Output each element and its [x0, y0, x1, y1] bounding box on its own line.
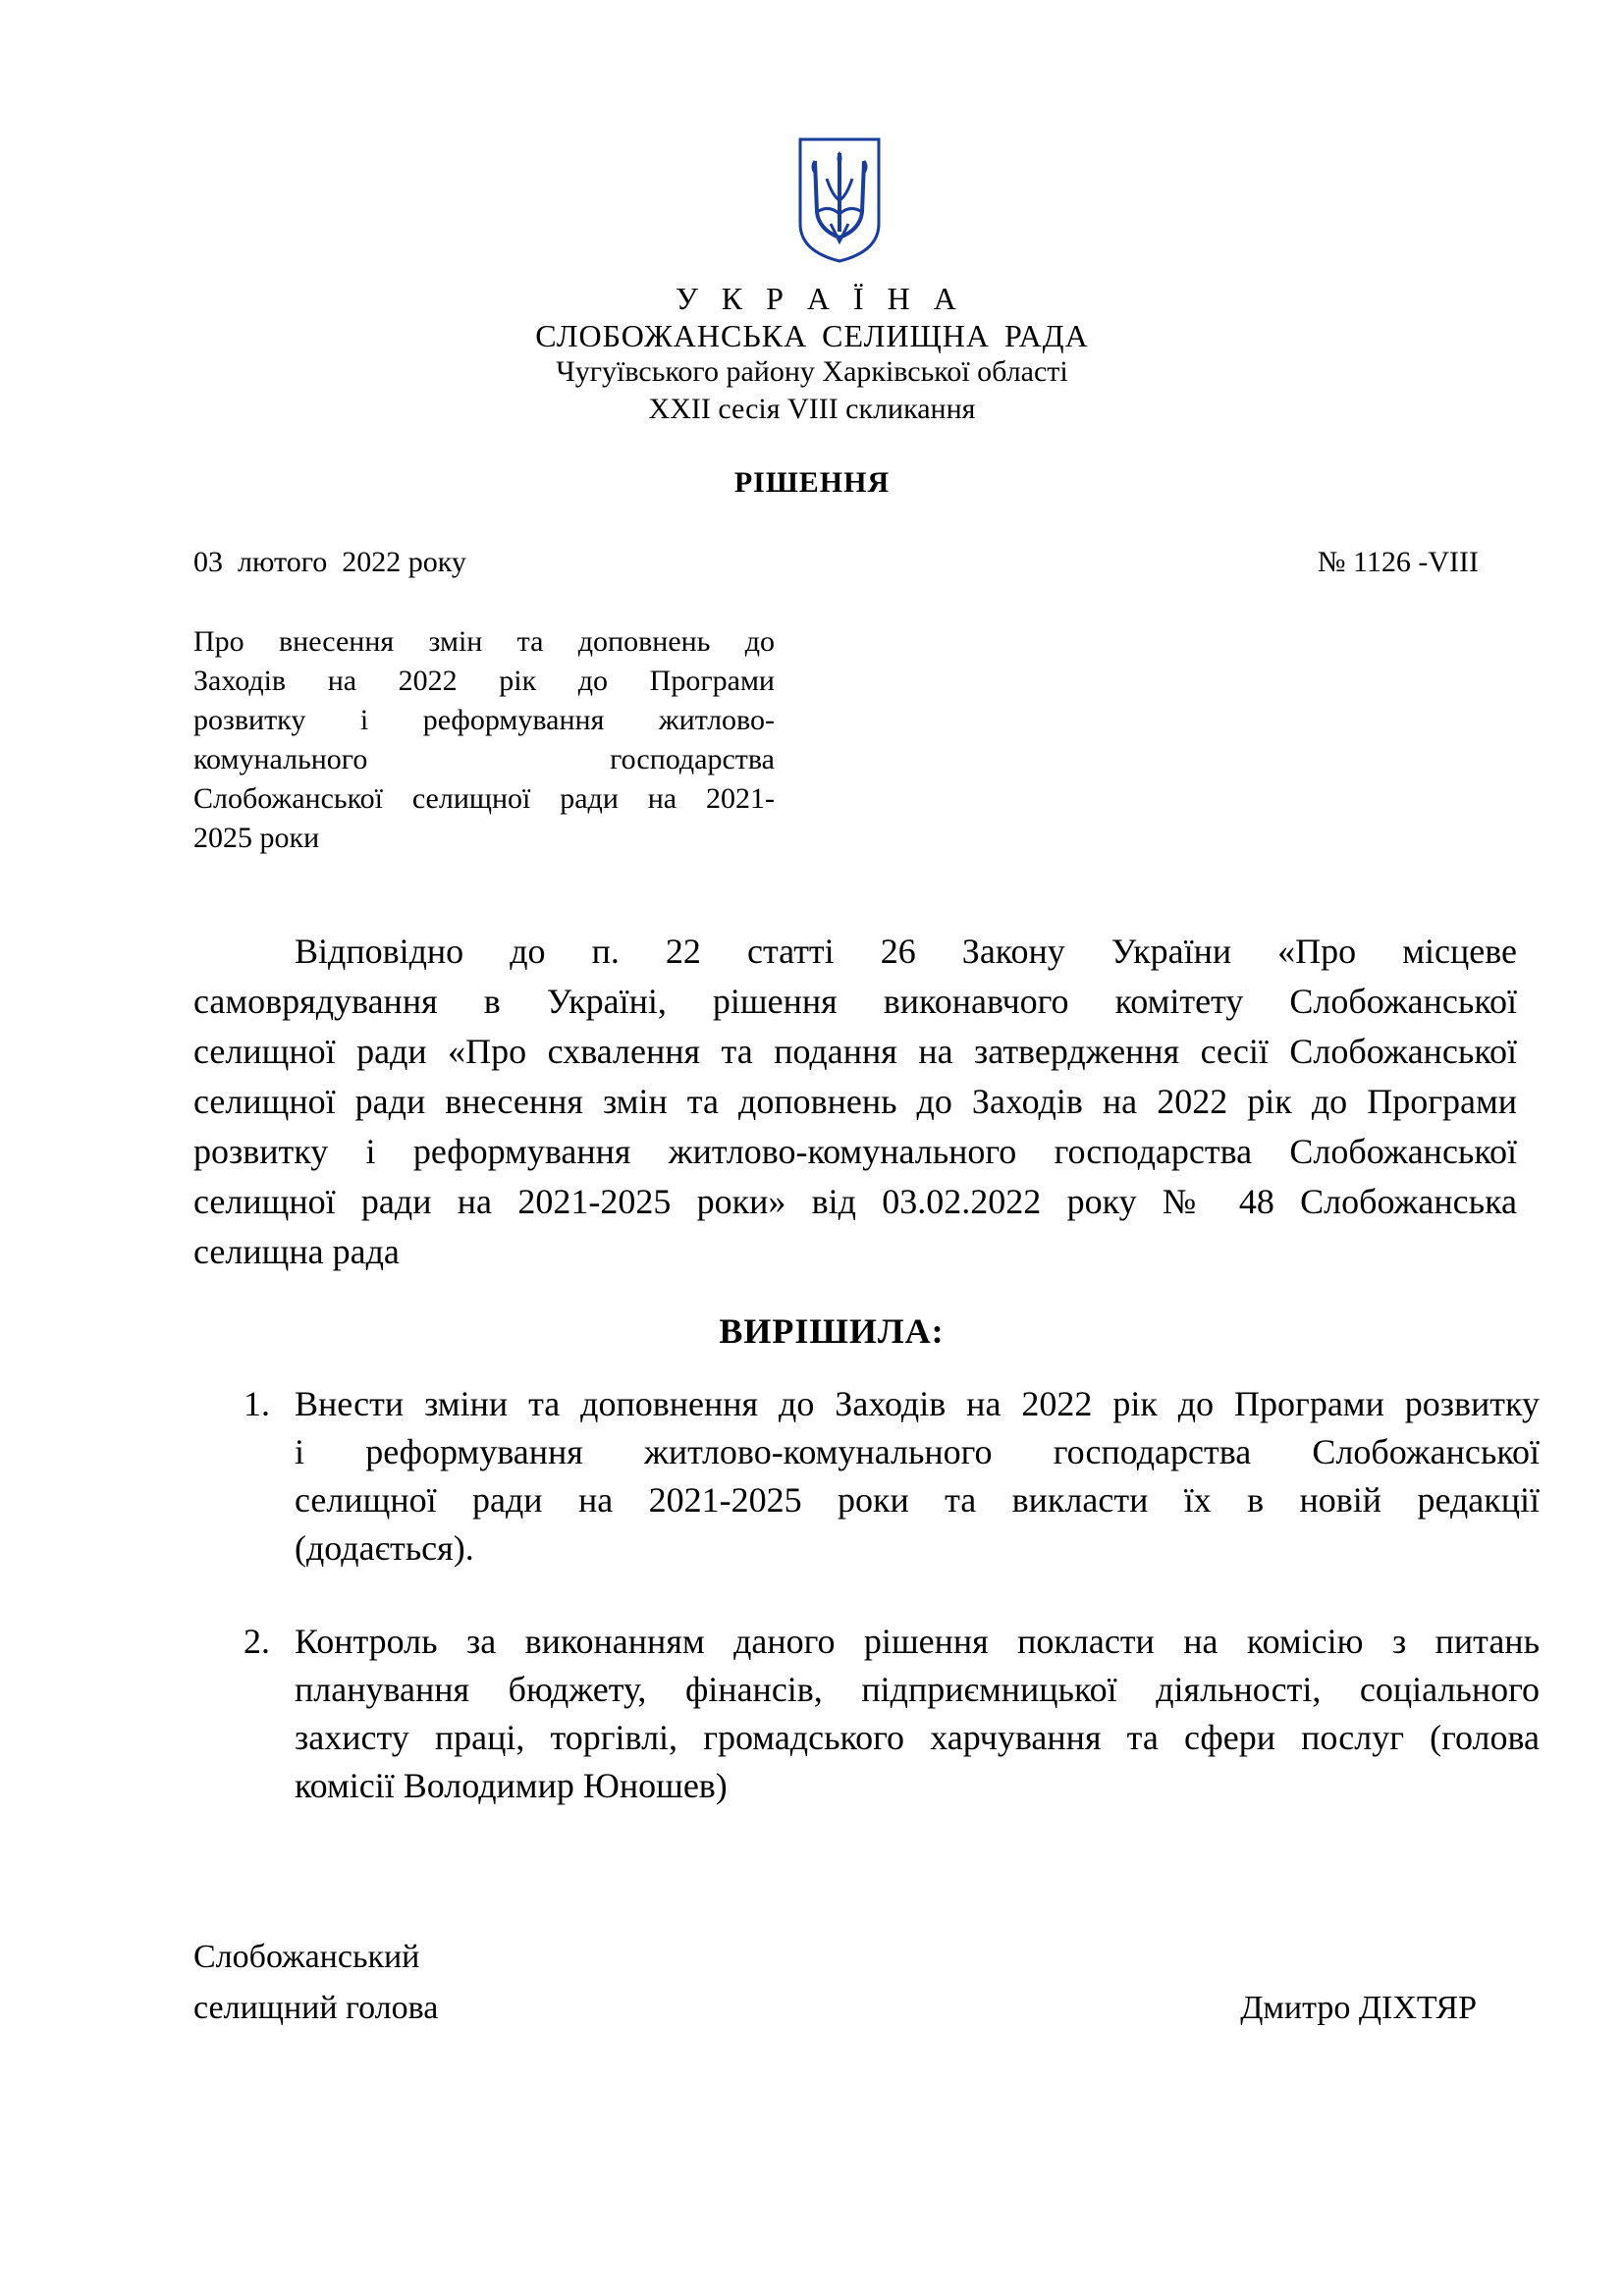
document-type-title: РІШЕННЯ	[733, 466, 891, 499]
item-number: 2.	[244, 1622, 270, 1661]
session-heading: XXII сесія VIII скликання	[648, 393, 976, 425]
decision-subject	[193, 622, 775, 858]
item-line: селищної ради на 2021-2025 роки та викласти їх в новій редакції	[295, 1480, 1540, 1520]
signatory-title-line: селищний голова	[193, 1990, 439, 2026]
subject-line: Про внесення змін та доповнень до	[193, 625, 775, 658]
subject-line: комунального господарства	[193, 743, 775, 775]
item-line: Контроль за виконанням даного рішення покласти на комісію з питань	[295, 1622, 1540, 1661]
item-line: планування бюджету, фінансів, підприємницької діяльності, соціального	[295, 1670, 1540, 1709]
country-heading: У К Р А Ї Н А	[676, 281, 964, 316]
trident-coat-of-arms-icon	[795, 135, 884, 265]
preamble-line: розвитку і реформування житлово-комунального господарства Слобожанської	[193, 1132, 1517, 1171]
item-line: (додається).	[295, 1528, 474, 1568]
preamble-line: селищної ради «Про схвалення та подання на затвердження сесії Слобожанської	[193, 1032, 1517, 1071]
signatory-title	[193, 1932, 438, 2034]
item-text	[295, 1380, 1540, 1573]
district-heading: Чугуївського району Харківської області	[556, 355, 1068, 388]
item-line: і реформування житлово-комунального господарства Слобожанської	[295, 1432, 1540, 1471]
item-line: захисту праці, торгівлі, громадського харчування та сфери послуг (голова	[295, 1718, 1540, 1757]
preamble-line: селищної ради внесення змін та доповнень до Заходів на 2022 рік до Програми	[193, 1082, 1517, 1121]
item-line: Внести зміни та доповнення до Заходів на 2022 рік до Програми розвитку	[295, 1384, 1540, 1423]
item-text	[295, 1618, 1540, 1810]
decided-heading: ВИРІШИЛА:	[719, 1311, 945, 1351]
subject-line: Слобожанської селищної ради на 2021-	[193, 782, 775, 815]
decision-date: 03 лютого 2022 року	[193, 546, 466, 578]
subject-line: 2025 роки	[193, 822, 320, 854]
preamble-line: самоврядування в Україні, рішення виконавчого комітету Слобожанської	[193, 982, 1517, 1021]
preamble-line: селищної ради на 2021-2025 роки» від 03.02.2022 року № 48 Слобожанська	[193, 1182, 1517, 1221]
item-number: 1.	[244, 1384, 270, 1423]
signatory-name: Дмитро ДІХТЯР	[1240, 1990, 1477, 2026]
signatory-title-line: Слобожанський	[193, 1939, 420, 1975]
council-heading: СЛОБОЖАНСЬКА СЕЛИЩНА РАДА	[535, 318, 1089, 353]
subject-line: Заходів на 2022 рік до Програми	[193, 665, 775, 697]
preamble-line: селищна рада	[193, 1232, 400, 1271]
preamble-paragraph	[193, 927, 1517, 1277]
decision-number: № 1126 -VIII	[1317, 546, 1479, 578]
item-line: комісії Володимир Юношев)	[295, 1766, 728, 1805]
preamble-line: Відповідно до п. 22 статті 26 Закону України «Про місцеве	[295, 932, 1517, 971]
subject-line: розвитку і реформування житлово-	[193, 704, 775, 736]
